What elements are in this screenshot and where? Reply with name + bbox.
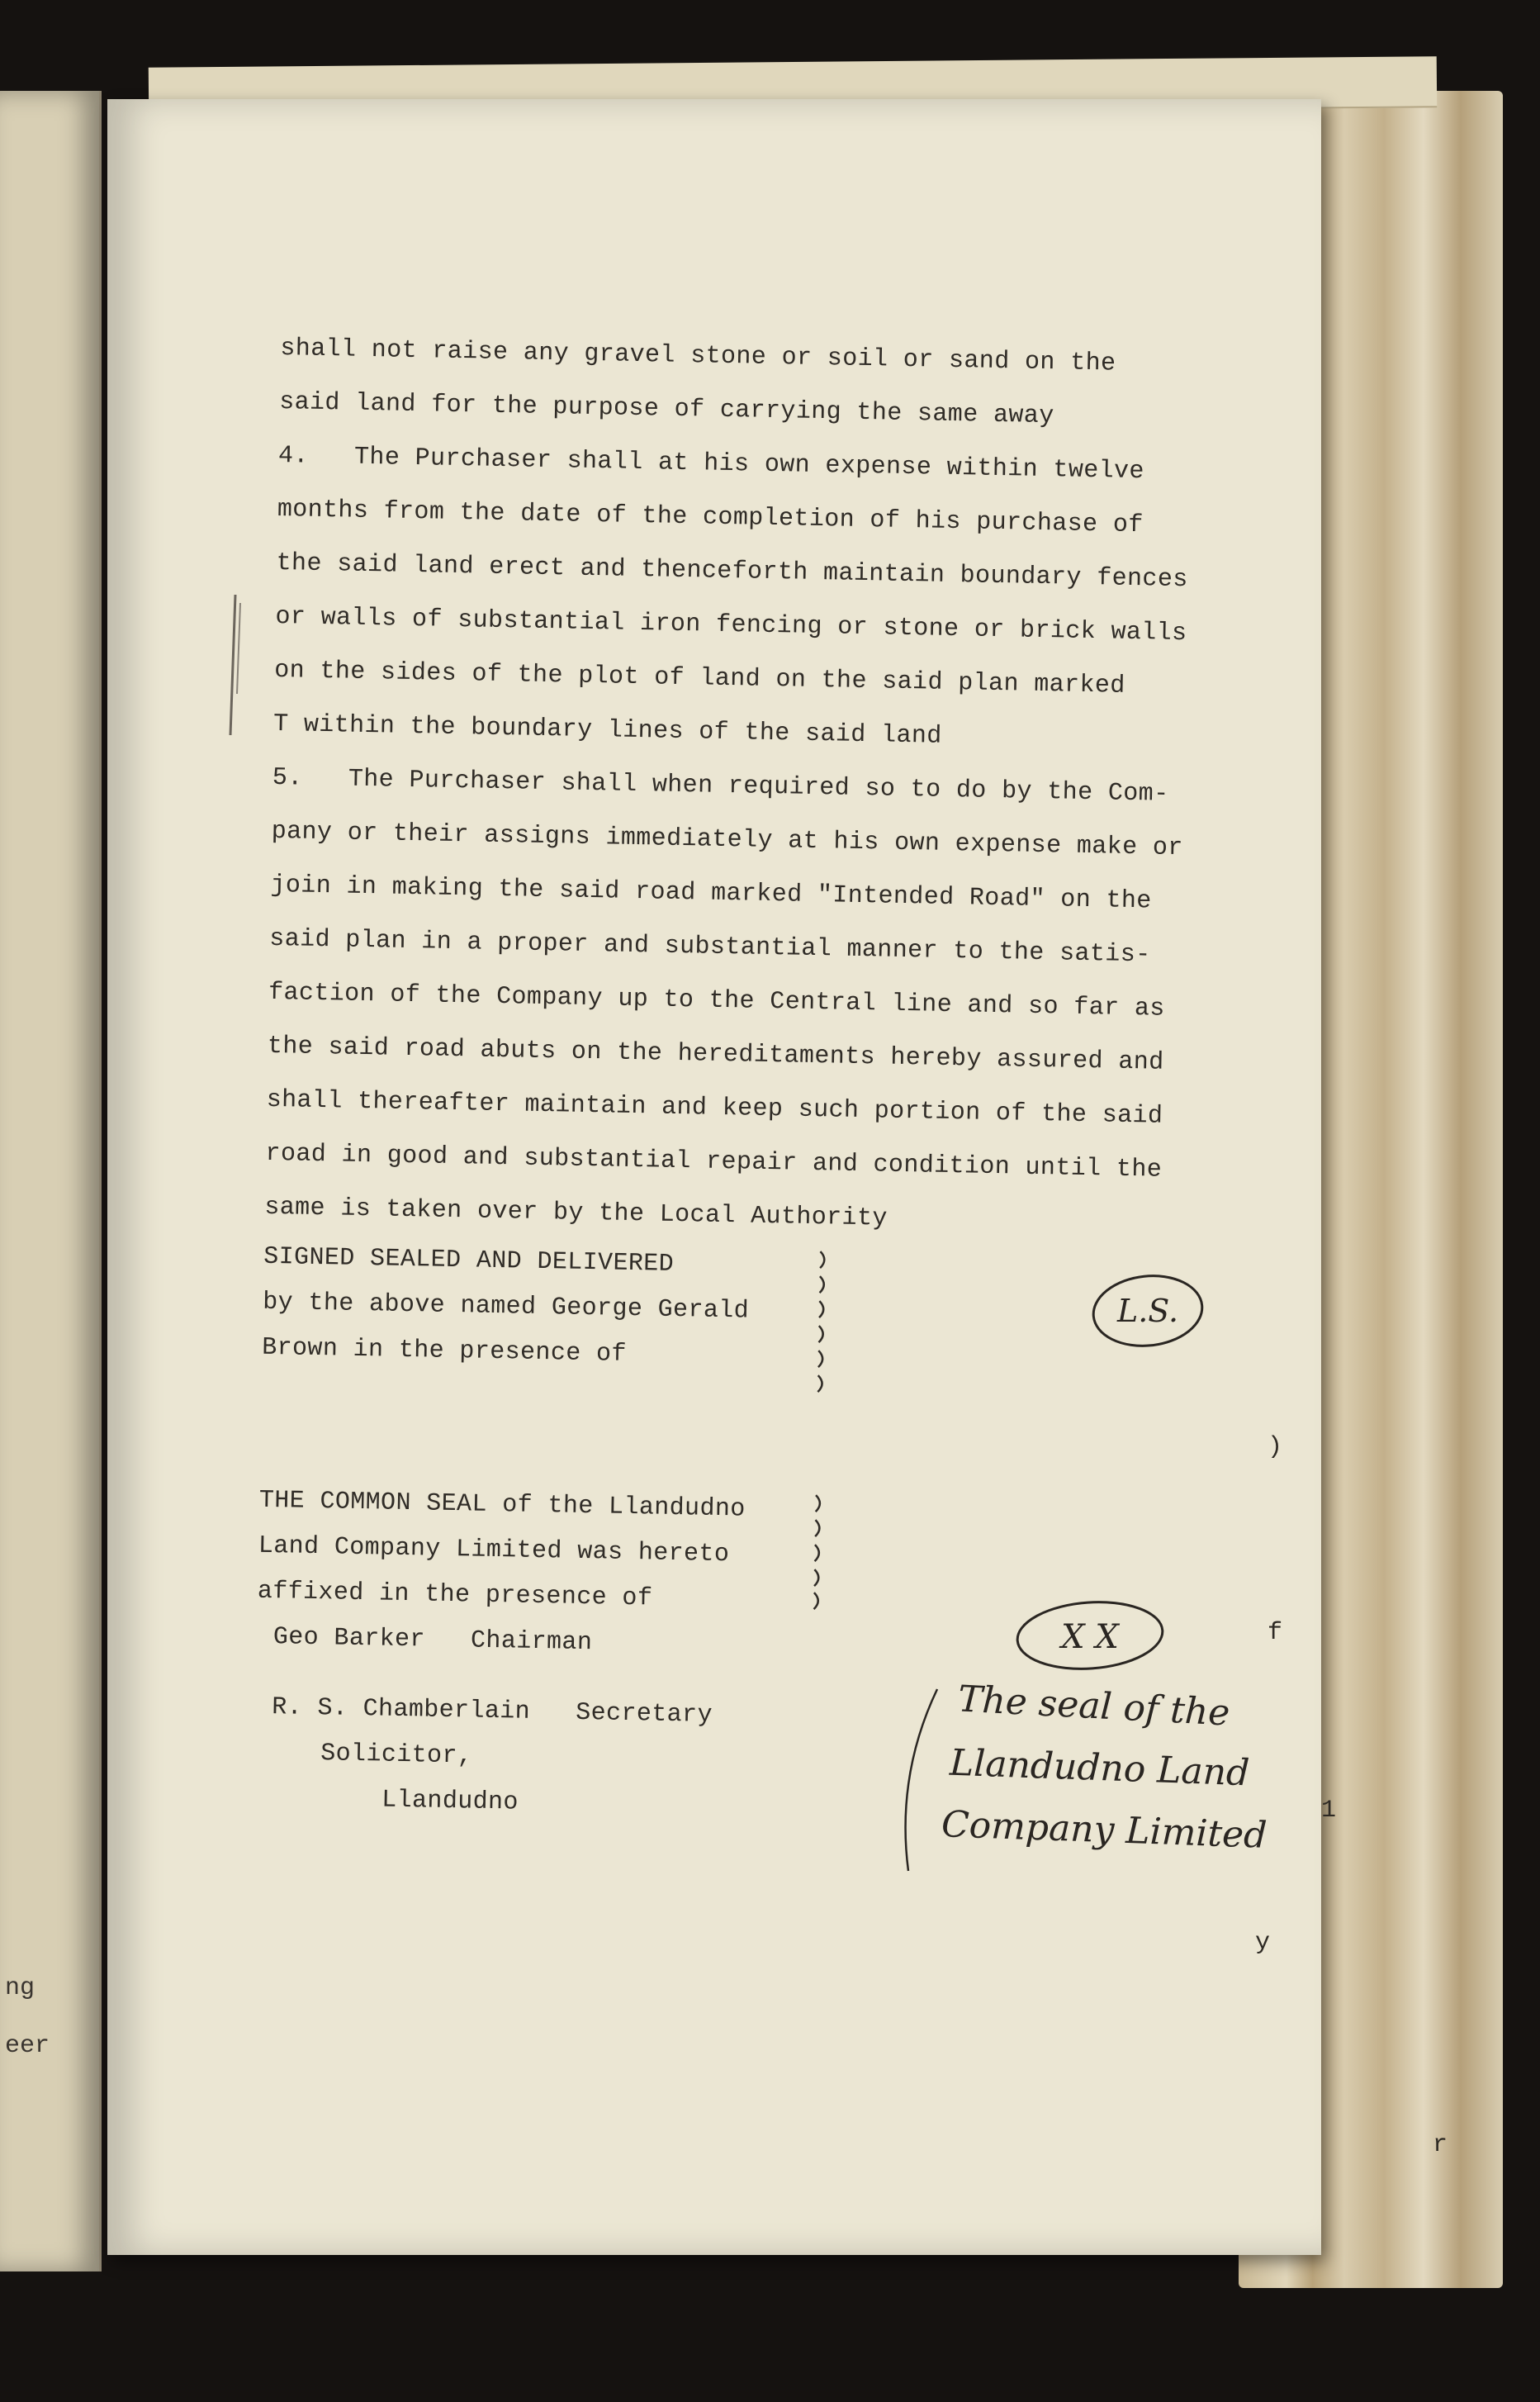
text-line: road in good and substantial repair and condition until the (265, 1139, 1163, 1184)
edge-mark: r (1433, 2131, 1448, 2159)
text-line: said plan in a proper and substantial manner to the satis- (268, 924, 1151, 970)
text-line: on the sides of the plot of land on the said plan marked (273, 656, 1125, 700)
text-line: 5. The Purchaser shall when required so to do by the Com- (272, 763, 1169, 809)
edge-mark: y (1255, 1929, 1271, 1957)
solicitor-line: Solicitor, (320, 1740, 473, 1771)
solicitor-place-line: Llandudno (381, 1786, 519, 1817)
text-line: T within the boundary lines of the said land (272, 710, 942, 751)
ls-seal-text: L.S. (1116, 1293, 1179, 1329)
edge-mark: f (1268, 1619, 1283, 1647)
text-line: 4. The Purchaser shall at his own expense within twelve (277, 441, 1145, 487)
left-page-fragment: ng (5, 1974, 36, 2002)
text-line: the said road abuts on the hereditaments hereby assured and (267, 1032, 1164, 1077)
handwritten-line: Llandudno Land (949, 1741, 1251, 1795)
text-line: join in making the said road marked "Intended Road" on the (270, 871, 1153, 916)
handwritten-seal-note (892, 1678, 1280, 1900)
text-line: shall thereafter maintain and keep such portion of the said (266, 1085, 1163, 1131)
edge-mark: ) (1268, 1433, 1283, 1461)
text-line: the said land erect and thenceforth maintain boundary fences (276, 548, 1188, 595)
handwritten-line: The seal of the (956, 1678, 1231, 1735)
common-seal-line: affixed in the presence of (257, 1577, 653, 1613)
text-line: faction of the Company up to the Central line and so far as (268, 978, 1166, 1023)
edge-mark: 1 (1321, 1797, 1337, 1825)
text-line: said land for the purpose of carrying the same away (278, 387, 1054, 431)
left-facing-page (0, 91, 102, 2271)
bracket-marks (810, 1488, 829, 1612)
secretary-line: R. S. Chamberlain Secretary (271, 1693, 713, 1730)
common-seal-stamp (1012, 1598, 1168, 1673)
text-line: shall not raise any gravel stone or soil or sand on the (280, 334, 1116, 378)
common-seal-line: Land Company Limited was hereto (258, 1531, 730, 1569)
common-seal-line: THE COMMON SEAL of the Llandudno (258, 1486, 746, 1524)
signed-line: Brown in the presence of (261, 1333, 628, 1369)
chairman-line: Geo Barker Chairman (272, 1623, 593, 1658)
text-line: pany or their assigns immediately at his own expense make or (271, 817, 1184, 863)
text-line: months from the date of the completion of his purchase of (277, 495, 1144, 540)
bracket-marks (814, 1245, 833, 1393)
left-page-fragment: eer (5, 2032, 50, 2060)
ls-seal-stamp (1090, 1272, 1206, 1351)
common-seal-text: X X (1061, 1618, 1119, 1656)
handwritten-line: Company Limited (941, 1803, 1268, 1857)
text-line: same is taken over by the Local Authority (264, 1193, 888, 1233)
text-line: or walls of substantial iron fencing or stone or brick walls (275, 602, 1187, 648)
signed-line: SIGNED SEALED AND DELIVERED (263, 1242, 675, 1279)
margin-line-mark (225, 595, 242, 735)
handwritten-bracket (892, 1685, 941, 1875)
signed-line: by the above named George Gerald (262, 1288, 750, 1326)
